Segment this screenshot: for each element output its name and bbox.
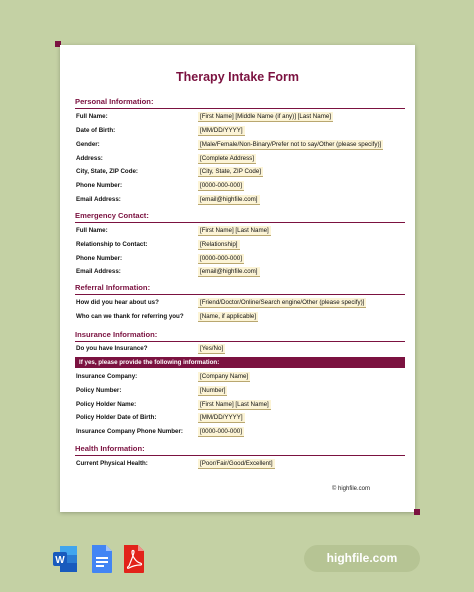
field-value[interactable]: [Complete Address] <box>200 155 254 162</box>
field-row <box>75 226 405 236</box>
field-label: Address: <box>76 155 103 162</box>
field-label: Phone Number: <box>76 255 123 262</box>
field-row <box>75 344 405 354</box>
field-label: Who can we thank for referring you? <box>76 313 184 320</box>
insurance-followup-bar: If yes, please provide the following information: <box>75 357 405 368</box>
section-heading-health: Health Information: <box>75 444 405 456</box>
highfile-brand-badge[interactable]: highfile.com <box>304 545 420 572</box>
field-label: Full Name: <box>76 227 108 234</box>
field-row <box>75 267 405 277</box>
field-value[interactable]: [Number] <box>200 387 226 394</box>
field-label: Insurance Company Phone Number: <box>76 428 183 435</box>
google-docs-icon[interactable] <box>89 544 115 574</box>
field-row <box>75 298 405 308</box>
field-row <box>75 195 405 205</box>
field-value[interactable]: [MM/DD/YYYY] <box>200 414 243 421</box>
field-row <box>75 386 405 396</box>
corner-accent-bottom-right <box>414 509 420 515</box>
field-label: Do you have Insurance? <box>76 345 148 352</box>
field-row <box>75 112 405 122</box>
pdf-icon[interactable] <box>121 544 147 574</box>
section-heading-insurance: Insurance Information: <box>75 330 405 342</box>
field-row <box>75 459 405 469</box>
field-value[interactable]: [Company Name] <box>200 373 249 380</box>
field-value[interactable]: [First Name] [Last Name] <box>200 401 269 408</box>
field-label: Relationship to Contact: <box>76 241 148 248</box>
field-row <box>75 254 405 264</box>
field-label: City, State, ZIP Code: <box>76 168 138 175</box>
field-row <box>75 167 405 177</box>
field-row <box>75 154 405 164</box>
field-label: Email Address: <box>76 196 121 203</box>
section-heading-emergency: Emergency Contact: <box>75 211 405 223</box>
section-heading-referral: Referral Information: <box>75 283 405 295</box>
svg-text:W: W <box>55 555 65 566</box>
field-row <box>75 312 405 322</box>
field-value[interactable]: [0000-000-000] <box>200 428 242 435</box>
field-label: Policy Number: <box>76 387 122 394</box>
field-value[interactable]: [Yes/No] <box>200 345 224 352</box>
field-value[interactable]: [First Name] [Last Name] <box>200 227 269 234</box>
section-heading-personal: Personal Information: <box>75 97 405 109</box>
field-value[interactable]: [City, State, ZIP Code] <box>200 168 261 175</box>
field-label: Phone Number: <box>76 182 123 189</box>
field-value[interactable]: [Male/Female/Non-Binary/Prefer not to say/Other (please specify)] <box>200 141 382 148</box>
field-label: Date of Birth: <box>76 127 116 134</box>
field-label: Current Physical Health: <box>76 460 148 467</box>
field-value[interactable]: [Relationship] <box>200 241 238 248</box>
field-value[interactable]: [Friend/Doctor/Online/Search engine/Other (please specify)] <box>200 299 365 306</box>
field-value[interactable]: [email@highfile.com] <box>200 268 258 275</box>
field-value[interactable]: [First Name] [Middle Name (if any)] [Last Name] <box>200 113 332 120</box>
field-row <box>75 400 405 410</box>
field-row <box>75 427 405 437</box>
field-value[interactable]: [MM/DD/YYYY] <box>200 127 243 134</box>
field-row <box>75 372 405 382</box>
field-label: Policy Holder Date of Birth: <box>76 414 157 421</box>
field-row <box>75 126 405 136</box>
field-label: How did you hear about us? <box>76 299 159 306</box>
field-row <box>75 140 405 150</box>
field-value[interactable]: [email@highfile.com] <box>200 196 258 203</box>
field-label: Full Name: <box>76 113 108 120</box>
field-label: Gender: <box>76 141 100 148</box>
word-icon[interactable] <box>52 544 78 574</box>
page-title: Therapy Intake Form <box>176 70 299 84</box>
field-label: Insurance Company: <box>76 373 138 380</box>
field-value[interactable]: [0000-000-000] <box>200 255 242 262</box>
field-row <box>75 181 405 191</box>
copyright-text: © highfile.com <box>331 486 370 492</box>
field-label: Policy Holder Name: <box>76 401 137 408</box>
field-value[interactable]: [Poor/Fair/Good/Excellent] <box>200 460 273 467</box>
form-document <box>60 45 415 512</box>
field-value[interactable]: [0000-000-000] <box>200 182 242 189</box>
field-value[interactable]: [Name, if applicable] <box>200 313 257 320</box>
field-label: Email Address: <box>76 268 121 275</box>
field-row <box>75 413 405 423</box>
field-row <box>75 240 405 250</box>
